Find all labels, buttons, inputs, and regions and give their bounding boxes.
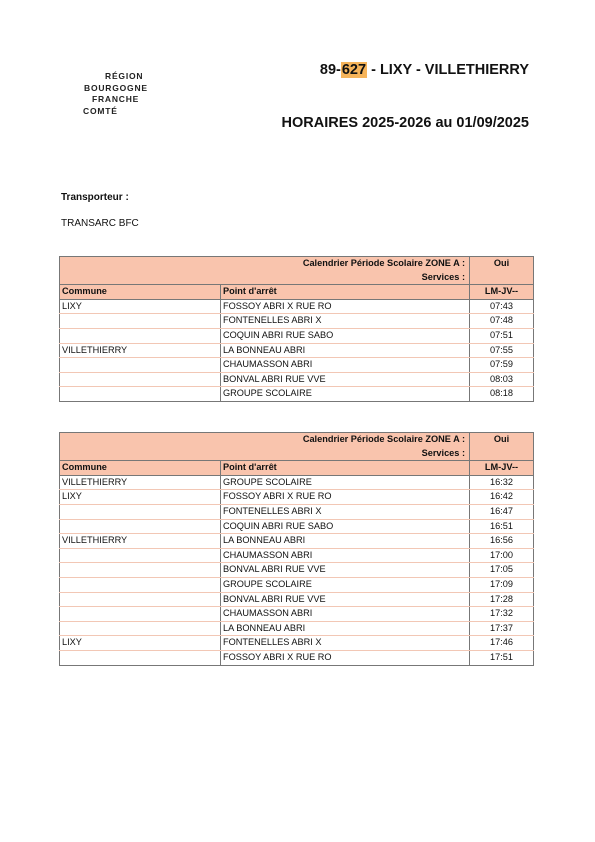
time-cell: 16:42 [470,490,534,505]
commune-cell [60,519,221,534]
stop-cell: BONVAL ABRI RUE VVE [221,372,470,387]
column-header-days: LM-JV-- [470,461,534,476]
table-row [60,343,534,358]
commune-cell [60,607,221,622]
table-row [60,328,534,343]
timetable-morning [59,256,534,402]
time-cell: 17:05 [470,563,534,578]
commune-cell [60,577,221,592]
stop-cell: FOSSOY ABRI X RUE RO [221,490,470,505]
column-header-days: LM-JV-- [470,285,534,300]
commune-cell [60,372,221,387]
column-header-commune: Commune [60,461,221,476]
commune-cell [60,314,221,329]
time-cell: 17:09 [470,577,534,592]
stop-cell: FOSSOY ABRI X RUE RO [221,650,470,665]
commune-cell [60,387,221,402]
stop-cell: COQUIN ABRI RUE SABO [221,519,470,534]
table-row [60,387,534,402]
stop-cell: GROUPE SCOLAIRE [221,387,470,402]
stop-cell: FONTENELLES ABRI X [221,504,470,519]
logo-line: RÉGION [105,71,144,81]
commune-cell: LIXY [60,636,221,651]
page-subtitle: HORAIRES 2025-2026 au 01/09/2025 [281,115,529,131]
time-cell: 16:32 [470,475,534,490]
table-row [60,358,534,373]
stop-cell: COQUIN ABRI RUE SABO [221,328,470,343]
calendar-label: Calendrier Période Scolaire ZONE A : [60,433,470,447]
table-row [60,636,534,651]
time-cell: 17:32 [470,607,534,622]
time-cell: 16:47 [470,504,534,519]
region-logo [82,71,162,117]
stop-cell: BONVAL ABRI RUE VVE [221,563,470,578]
time-cell: 08:03 [470,372,534,387]
table-row [60,519,534,534]
calendar-label: Calendrier Période Scolaire ZONE A : [60,257,470,271]
carrier-label: Transporteur : [61,192,129,203]
services-value [470,447,534,461]
commune-cell: VILLETHIERRY [60,534,221,549]
table-row [60,534,534,549]
time-cell: 17:28 [470,592,534,607]
services-label: Services : [60,447,470,461]
stop-cell: FONTENELLES ABRI X [221,314,470,329]
services-label: Services : [60,271,470,285]
time-cell: 08:18 [470,387,534,402]
title-line-number: 627 [341,62,367,78]
page-title [320,62,529,78]
table-row [60,563,534,578]
calendar-value: Oui [470,433,534,447]
stop-cell: CHAUMASSON ABRI [221,358,470,373]
table-row [60,592,534,607]
commune-cell [60,358,221,373]
calendar-value: Oui [470,257,534,271]
commune-cell: LIXY [60,299,221,314]
stop-cell: GROUPE SCOLAIRE [221,577,470,592]
column-header-stop: Point d'arrêt [221,285,470,300]
table-row [60,548,534,563]
stop-cell: CHAUMASSON ABRI [221,607,470,622]
table-row [60,607,534,622]
time-cell: 07:48 [470,314,534,329]
time-cell: 07:59 [470,358,534,373]
table-row [60,372,534,387]
commune-cell [60,650,221,665]
commune-cell [60,504,221,519]
stop-cell: LA BONNEAU ABRI [221,343,470,358]
timetable-rows [60,299,534,401]
commune-cell [60,328,221,343]
table-row [60,577,534,592]
table-row [60,314,534,329]
carrier-name: TRANSARC BFC [61,218,139,229]
time-cell: 17:00 [470,548,534,563]
table-row [60,504,534,519]
time-cell: 07:43 [470,299,534,314]
time-cell: 17:37 [470,621,534,636]
stop-cell: LA BONNEAU ABRI [221,621,470,636]
table-row [60,621,534,636]
commune-cell [60,621,221,636]
title-suffix: - LIXY - VILLETHIERRY [367,62,529,78]
commune-cell: LIXY [60,490,221,505]
stop-cell: CHAUMASSON ABRI [221,548,470,563]
timetable-afternoon [59,432,534,666]
stop-cell: FOSSOY ABRI X RUE RO [221,299,470,314]
table-row [60,299,534,314]
stop-cell: LA BONNEAU ABRI [221,534,470,549]
commune-cell [60,592,221,607]
commune-cell: VILLETHIERRY [60,475,221,490]
services-value [470,271,534,285]
column-header-commune: Commune [60,285,221,300]
time-cell: 07:51 [470,328,534,343]
title-prefix: 89- [319,62,341,78]
time-cell: 16:51 [470,519,534,534]
column-header-stop: Point d'arrêt [221,461,470,476]
commune-cell: VILLETHIERRY [60,343,221,358]
time-cell: 16:56 [470,534,534,549]
table-row [60,650,534,665]
timetable-rows [60,475,534,665]
time-cell: 17:46 [470,636,534,651]
stop-cell: FONTENELLES ABRI X [221,636,470,651]
commune-cell [60,563,221,578]
time-cell: 07:55 [470,343,534,358]
stop-cell: GROUPE SCOLAIRE [221,475,470,490]
logo-line: COMTÉ [83,105,118,116]
stop-cell: BONVAL ABRI RUE VVE [221,592,470,607]
table-row [60,475,534,490]
logo-line: BOURGOGNE [84,82,148,93]
table-row [60,490,534,505]
time-cell: 17:51 [470,650,534,665]
logo-line: FRANCHE [92,94,140,104]
commune-cell [60,548,221,563]
